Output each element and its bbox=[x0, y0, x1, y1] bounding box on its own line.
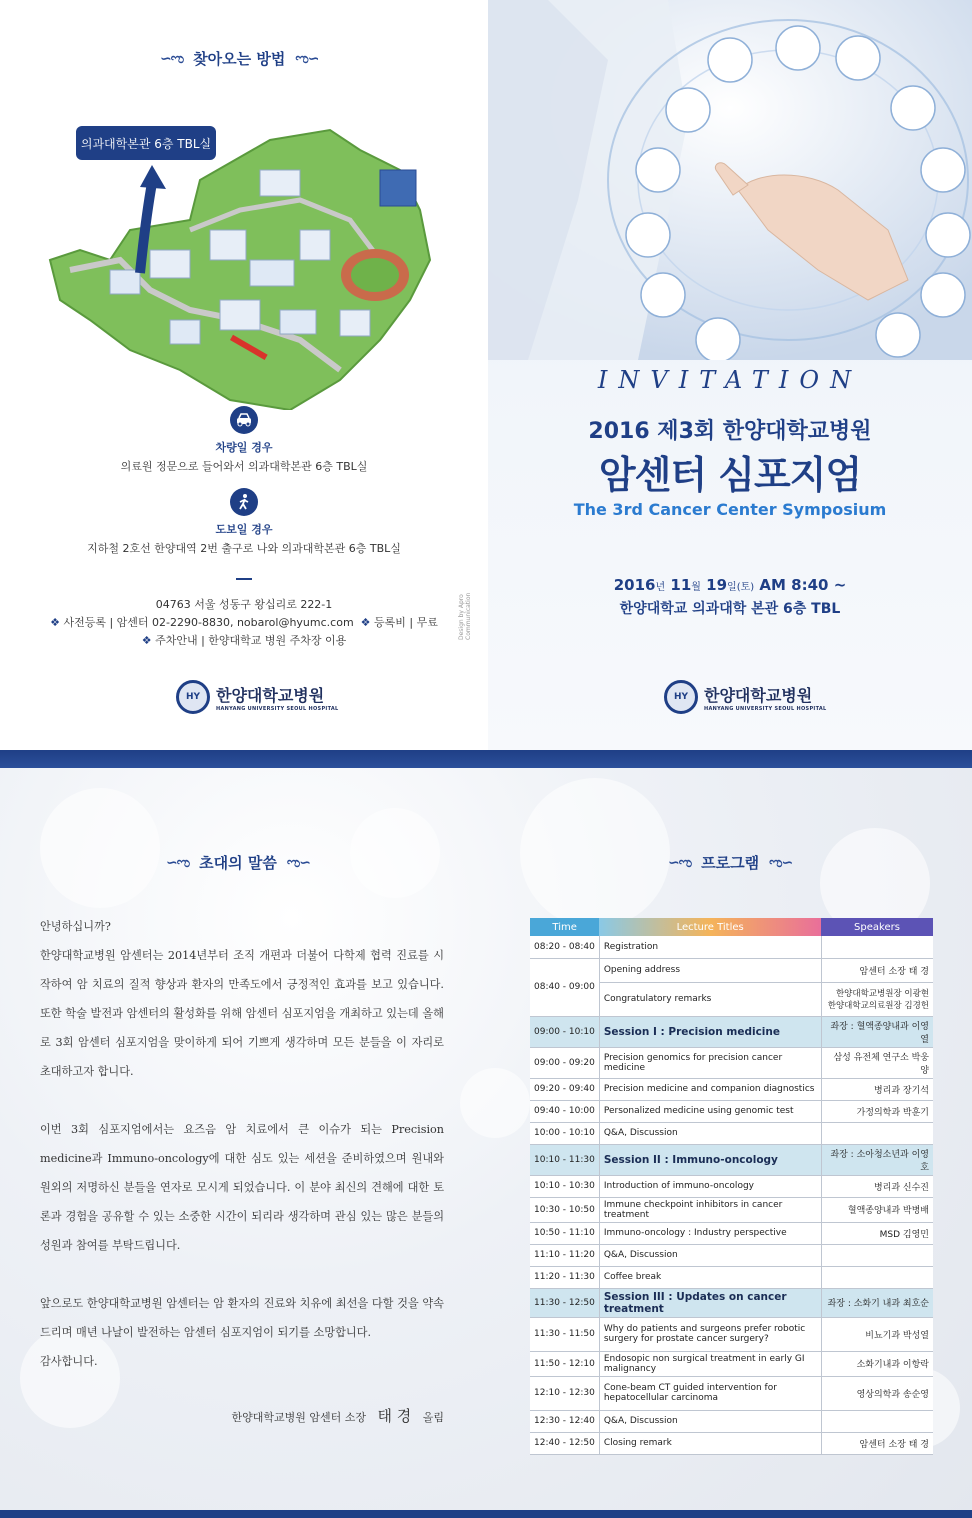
hospital-logo-cover: HY 한양대학교병원 HANYANG UNIVERSITY SEOUL HOSPITAL bbox=[664, 680, 827, 714]
swirl-left-icon: ∽ಌ bbox=[166, 854, 190, 871]
divider bbox=[0, 578, 488, 580]
session-row: 09:00 - 10:10 Session I : Precision medicine 좌장 : 혈액종양내과 이영열 bbox=[530, 1016, 933, 1047]
directions-heading: ∽ಌ 찾아오는 방법 ಌ∽ bbox=[160, 50, 319, 68]
table-row: 08:40 - 09:00 Opening address 암센터 소장 태 경 bbox=[530, 958, 933, 982]
table-row: 08:20 - 08:40 Registration bbox=[530, 936, 933, 958]
program-heading: ∽ಌ 프로그램 ಌ∽ bbox=[668, 854, 793, 872]
table-row: 11:20 - 11:30 Coffee break bbox=[530, 1266, 933, 1288]
title-english: The 3rd Cancer Center Symposium bbox=[573, 500, 887, 519]
letter-greeting: 안녕하십니까? bbox=[40, 920, 111, 933]
directions-panel bbox=[0, 0, 488, 750]
table-row: 11:30 - 11:50 Why do patients and surgeons prefer robotic surgery for prostate cancer surgery? 비뇨기과 박성열 bbox=[530, 1317, 933, 1351]
table-row: 11:50 - 12:10 Endosopic non surgical treatment in early GI malignancy 소화기내과 이항락 bbox=[530, 1351, 933, 1376]
destination-callout: 의과대학본관 6층 TBL실 bbox=[76, 126, 216, 160]
table-row: 12:40 - 12:50 Closing remark 암센터 소장 태 경 bbox=[530, 1432, 933, 1454]
registration-line: ❖ 사전등록 | 암센터 02-2290-8830, nobarol@hyumc.com ❖ 등록비 | 무료 bbox=[50, 616, 438, 629]
letter-paragraph-3: 앞으로도 한양대학교병원 암센터는 암 환자의 진료와 치유에 최선을 다할 것을 약속드리며 매년 나날이 발전하는 암센터 심포지엄이 되기를 소망합니다. bbox=[40, 1297, 444, 1339]
letter-thanks: 감사합니다. bbox=[40, 1355, 98, 1368]
session-row: 10:10 - 11:30 Session II : Immuno-oncology 좌장 : 소아청소년과 이영호 bbox=[530, 1144, 933, 1175]
table-row: 10:10 - 10:30 Introduction of immuno-oncology 병리과 신수진 bbox=[530, 1175, 933, 1197]
title-korean-line1: 2016 제3회 한양대학교병원 bbox=[588, 419, 872, 444]
walk-title: 도보일 경우 bbox=[215, 523, 273, 536]
welcome-letter bbox=[40, 912, 444, 1376]
walk-directions bbox=[0, 488, 488, 556]
design-credit: Design by Apro Communication bbox=[458, 592, 472, 640]
car-title: 차량일 경우 bbox=[215, 441, 273, 454]
table-row: 10:50 - 11:10 Immuno-oncology : Industry perspective MSD 김영민 bbox=[530, 1222, 933, 1244]
swirl-left-icon: ∽ಌ bbox=[668, 854, 692, 871]
car-icon bbox=[230, 406, 258, 434]
diamond-icon: ❖ bbox=[141, 634, 152, 647]
medical-hero-illustration bbox=[488, 0, 972, 360]
hospital-emblem-icon: HY bbox=[664, 680, 698, 714]
header-lecture-titles: Lecture Titles bbox=[599, 918, 821, 936]
invitation-heading: INVITATION bbox=[597, 366, 863, 394]
table-row: 09:20 - 09:40 Precision medicine and companion diagnostics 병리과 장기석 bbox=[530, 1078, 933, 1100]
table-row: 10:30 - 10:50 Immune checkpoint inhibitors in cancer treatment 혈액종양내과 박병배 bbox=[530, 1197, 933, 1222]
letter-signature: 한양대학교병원 암센터 소장 태 경 올림 bbox=[231, 1407, 444, 1425]
address: 04763 서울 성동구 왕십리로 222-1 bbox=[155, 598, 333, 611]
hospital-logo: HY 한양대학교병원 HANYANG UNIVERSITY SEOUL HOSPITAL bbox=[176, 680, 339, 714]
table-row: 11:10 - 11:20 Q&A, Discussion bbox=[530, 1244, 933, 1266]
swirl-left-icon: ∽ಌ bbox=[160, 50, 184, 67]
letter-paragraph-1: 한양대학교병원 암센터는 2014년부터 조직 개편과 더불어 다학제 협력 진료를 시작하여 암 치료의 질적 향상과 환자의 만족도에서 긍정적인 효과를 보고 있습니다. 또한 학술 발전과 암센터의 활성화를 위해 암센터 심포지엄을 개최하고 있는데 올해로 3회 암센터 심포지엄을 맞이하게 되어 기쁘게 생각하며 모든 분들을 이 자리로 초대하고자 합니다. bbox=[40, 949, 444, 1078]
panel-divider-band bbox=[0, 750, 972, 768]
car-directions bbox=[0, 406, 488, 474]
swirl-right-icon: ಌ∽ bbox=[286, 854, 310, 871]
table-row: 10:00 - 10:10 Q&A, Discussion bbox=[530, 1122, 933, 1144]
session-row: 11:30 - 12:50 Session III : Updates on cancer treatment 좌장 : 소화기 내과 최호순 bbox=[530, 1288, 933, 1317]
parking-line: ❖ 주차안내 | 한양대학교 병원 주차장 이용 bbox=[141, 634, 347, 647]
event-date: 2016년 11월 19일(토) AM 8:40 ~ bbox=[613, 576, 847, 594]
swirl-right-icon: ಌ∽ bbox=[769, 854, 793, 871]
contact-info bbox=[0, 596, 488, 650]
table-row: 09:40 - 10:00 Personalized medicine using genomic test 가정의학과 박훈기 bbox=[530, 1100, 933, 1122]
table-row: 12:10 - 12:30 Cone-beam CT guided intervention for hepatocellular carcinoma 영상의학과 송순영 bbox=[530, 1376, 933, 1410]
letter-paragraph-2: 이번 3회 심포지엄에서는 요즈음 암 치료에서 큰 이슈가 되는 Precision medicine과 Immuno-oncology에 대한 심도 있는 세션을 준비하였으며 원내와 원외의 저명하신 분들을 연자로 모시게 되었습니다. 이 분야 최신의 견해에 대한 토론과 경험을 공유할 수 있는 소중한 시간이 되리라 생각하며 관심 있는 많은 분들의 성원과 참여를 부탁드립니다. bbox=[40, 1123, 444, 1252]
welcome-heading: ∽ಌ 초대의 말씀 ಌ∽ bbox=[166, 854, 310, 872]
program-table bbox=[530, 918, 933, 1455]
table-row: 12:30 - 12:40 Q&A, Discussion bbox=[530, 1410, 933, 1432]
car-description: 의료원 정문으로 들어와서 의과대학본관 6층 TBL실 bbox=[120, 460, 368, 473]
bottom-border bbox=[0, 1510, 972, 1518]
cover-panel bbox=[488, 0, 972, 750]
diamond-icon: ❖ bbox=[50, 616, 60, 629]
header-speakers: Speakers bbox=[821, 918, 933, 936]
walk-description: 지하철 2호선 한양대역 2번 출구로 나와 의과대학본관 6층 TBL실 bbox=[87, 542, 401, 555]
table-row: 09:00 - 09:20 Precision genomics for precision cancer medicine 삼성 유전체 연구소 박웅양 bbox=[530, 1047, 933, 1078]
swirl-right-icon: ಌ∽ bbox=[295, 50, 319, 67]
program-header-row bbox=[530, 918, 933, 936]
hospital-emblem-icon: HY bbox=[176, 680, 210, 714]
table-row: Congratulatory remarks 한양대학교병원장 이광현 한양대학교의료원장 김경헌 bbox=[530, 982, 933, 1016]
pedestrian-icon bbox=[230, 488, 258, 516]
direction-arrow-icon bbox=[134, 165, 174, 275]
header-time: Time bbox=[530, 918, 599, 936]
event-venue: 한양대학교 의과대학 본관 6층 TBL bbox=[619, 601, 841, 617]
diamond-icon: ❖ bbox=[360, 616, 371, 629]
title-korean-line2: 암센터 심포지엄 bbox=[598, 453, 862, 497]
